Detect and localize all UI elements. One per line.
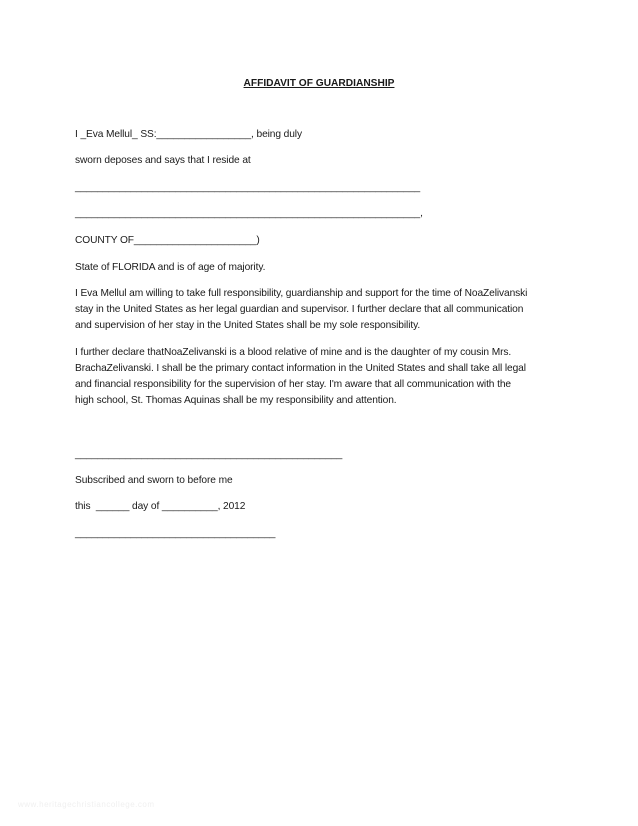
signature-line: ________________________________________________ <box>75 449 343 460</box>
county-line: COUNTY OF______________________) <box>75 235 260 246</box>
declarant-line: I _Eva Mellul_ SS:_________________, being duly <box>75 129 302 140</box>
watermark: www.heritagechristiancollege.com <box>18 800 155 809</box>
paragraph1-line-1: I Eva Mellul am willing to take full responsibility, guardianship and support for the time of NoaZelivanski <box>75 288 528 299</box>
paragraph1-line-3: and supervision of her stay in the United States shall be my sole responsibility. <box>75 320 421 331</box>
paragraph2-line-2: BrachaZelivanski. I shall be the primary contact information in the United States and shall take all legal <box>75 363 526 374</box>
address-line-2: ______________________________________________________________, <box>75 208 423 219</box>
notary-line: ____________________________________ <box>75 528 276 539</box>
sworn-line: sworn deposes and says that I reside at <box>75 155 251 166</box>
paragraph2-line-3: and financial responsibility for the supervision of her stay. I'm aware that all communication with the <box>75 379 511 390</box>
document-title: AFFIDAVIT OF GUARDIANSHIP <box>243 78 395 89</box>
subscribed-line: Subscribed and sworn to before me <box>75 475 233 486</box>
date-line: this ______ day of __________, 2012 <box>75 501 246 512</box>
paragraph2-line-4: high school, St. Thomas Aquinas shall be my responsibility and attention. <box>75 395 397 406</box>
address-line-1: ______________________________________________________________ <box>75 182 421 193</box>
paragraph1-line-2: stay in the United States as her legal guardian and supervisor. I further declare that all communication <box>75 304 524 315</box>
state-line: State of FLORIDA and is of age of majority. <box>75 262 266 273</box>
paragraph2-line-1: I further declare thatNoaZelivanski is a blood relative of mine and is the daughter of my cousin Mrs. <box>75 347 512 358</box>
